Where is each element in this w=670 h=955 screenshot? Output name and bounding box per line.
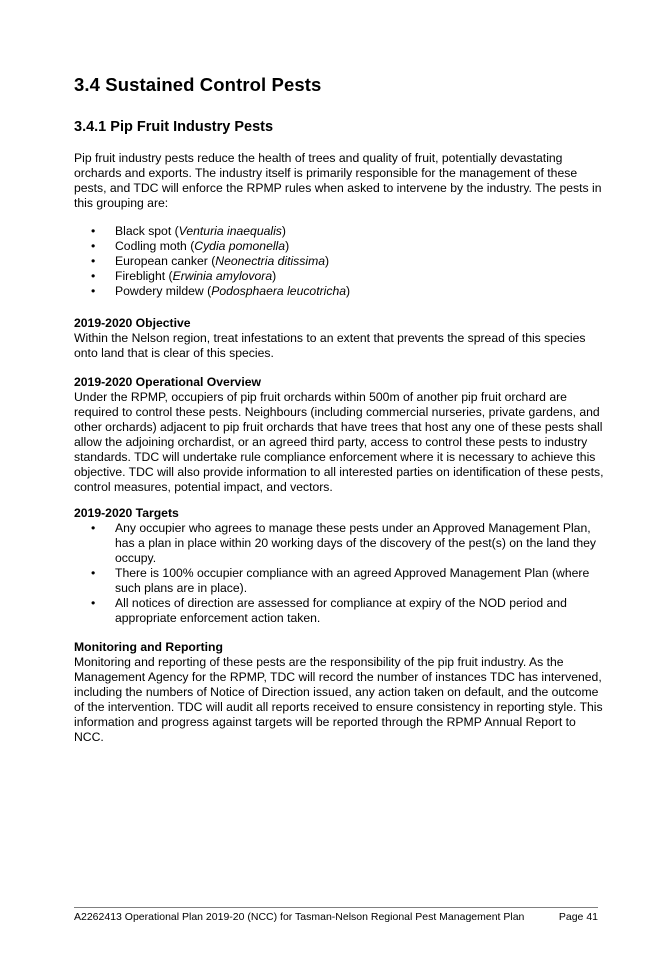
section-title: 3.4 Sustained Control Pests [74, 74, 322, 95]
monitoring-text: Monitoring and reporting of these pests are the responsibility of the pip fruit industry. As the Management Agency for the RPMP, TDC will record the number of instances TDC has intervened, including the numbers of Notice of Direction issued, any action taken on default, and the outcome of the intervention. TDC will audit all reports received to ensure consistency in reporting style. This information and progress against targets will be reported through the RPMP Annual Report to NCC. [74, 655, 603, 744]
list-item: • Any occupier who agrees to manage these pests under an Approved Management Plan, has a plan in place within 20 working days of the discovery of the pest(s) on the land they occupy. [91, 521, 597, 565]
overview-heading: 2019-2020 Operational Overview [74, 375, 261, 389]
objective-text: Within the Nelson region, treat infestations to an extent that prevents the spread of this species onto land that is clear of this species. [74, 331, 586, 360]
list-item: • Black spot (Venturia inaequalis) [91, 224, 286, 238]
list-item: • Codling moth (Cydia pomonella) [91, 239, 290, 253]
intro-paragraph [74, 151, 604, 211]
list-item: • Powdery mildew (Podosphaera leucotricha) [91, 284, 351, 298]
bullet-icon: • [91, 596, 96, 610]
intro-text: Pip fruit industry pests reduce the health of trees and quality of fruit, potentially devastating orchards and exports. The industry itself is primarily responsible for the management of these pests, and TDC will enforce the RPMP rules when asked to intervene by the industry. The pests in this grouping are: [74, 151, 602, 210]
monitoring-section [74, 640, 604, 745]
bullet-icon: • [91, 224, 96, 238]
bullet-icon: • [91, 566, 96, 580]
page-number: Page 41 [558, 911, 598, 923]
bullet-icon: • [91, 239, 96, 253]
bullet-icon: • [91, 521, 96, 535]
list-item: • All notices of direction are assessed for compliance at expiry of the NOD period and appropriate enforcement action taken. [91, 596, 567, 625]
footer-document-ref: A2262413 Operational Plan 2019-20 (NCC) for Tasman-Nelson Regional Pest Management Plan [74, 911, 525, 923]
overview-section [74, 375, 604, 495]
targets-heading: 2019-2020 Targets [74, 506, 179, 520]
list-item: • Fireblight (Erwinia amylovora) [91, 269, 277, 283]
subsection-title: 3.4.1 Pip Fruit Industry Pests [74, 119, 274, 135]
page-footer [74, 907, 598, 923]
list-item: • European canker (Neonectria ditissima) [91, 254, 330, 268]
bullet-icon: • [91, 269, 96, 283]
bullet-icon: • [91, 254, 96, 268]
objective-section [74, 316, 604, 361]
list-item: • There is 100% occupier compliance with an agreed Approved Management Plan (where such plans are in place). [91, 566, 590, 595]
bullet-icon: • [91, 284, 96, 298]
overview-text: Under the RPMP, occupiers of pip fruit orchards within 500m of another pip fruit orchard are required to control these pests. Neighbours (including commercial nurseries, private gardens, and other orchards) adjacent to pip fruit orchards that have trees that host any one of these pests shall allow the adjoining orchardist, or an agreed third party, access to control these pests to industry standards. TDC will undertake rule compliance enforcement where it is necessary to achieve this objective. TDC will also provide information to all interested parties on identification of these pests, control measures, potential impact, and vectors. [74, 390, 604, 494]
monitoring-heading: Monitoring and Reporting [74, 640, 223, 654]
targets-section [74, 506, 604, 626]
pest-list [74, 224, 604, 299]
objective-heading: 2019-2020 Objective [74, 316, 191, 330]
